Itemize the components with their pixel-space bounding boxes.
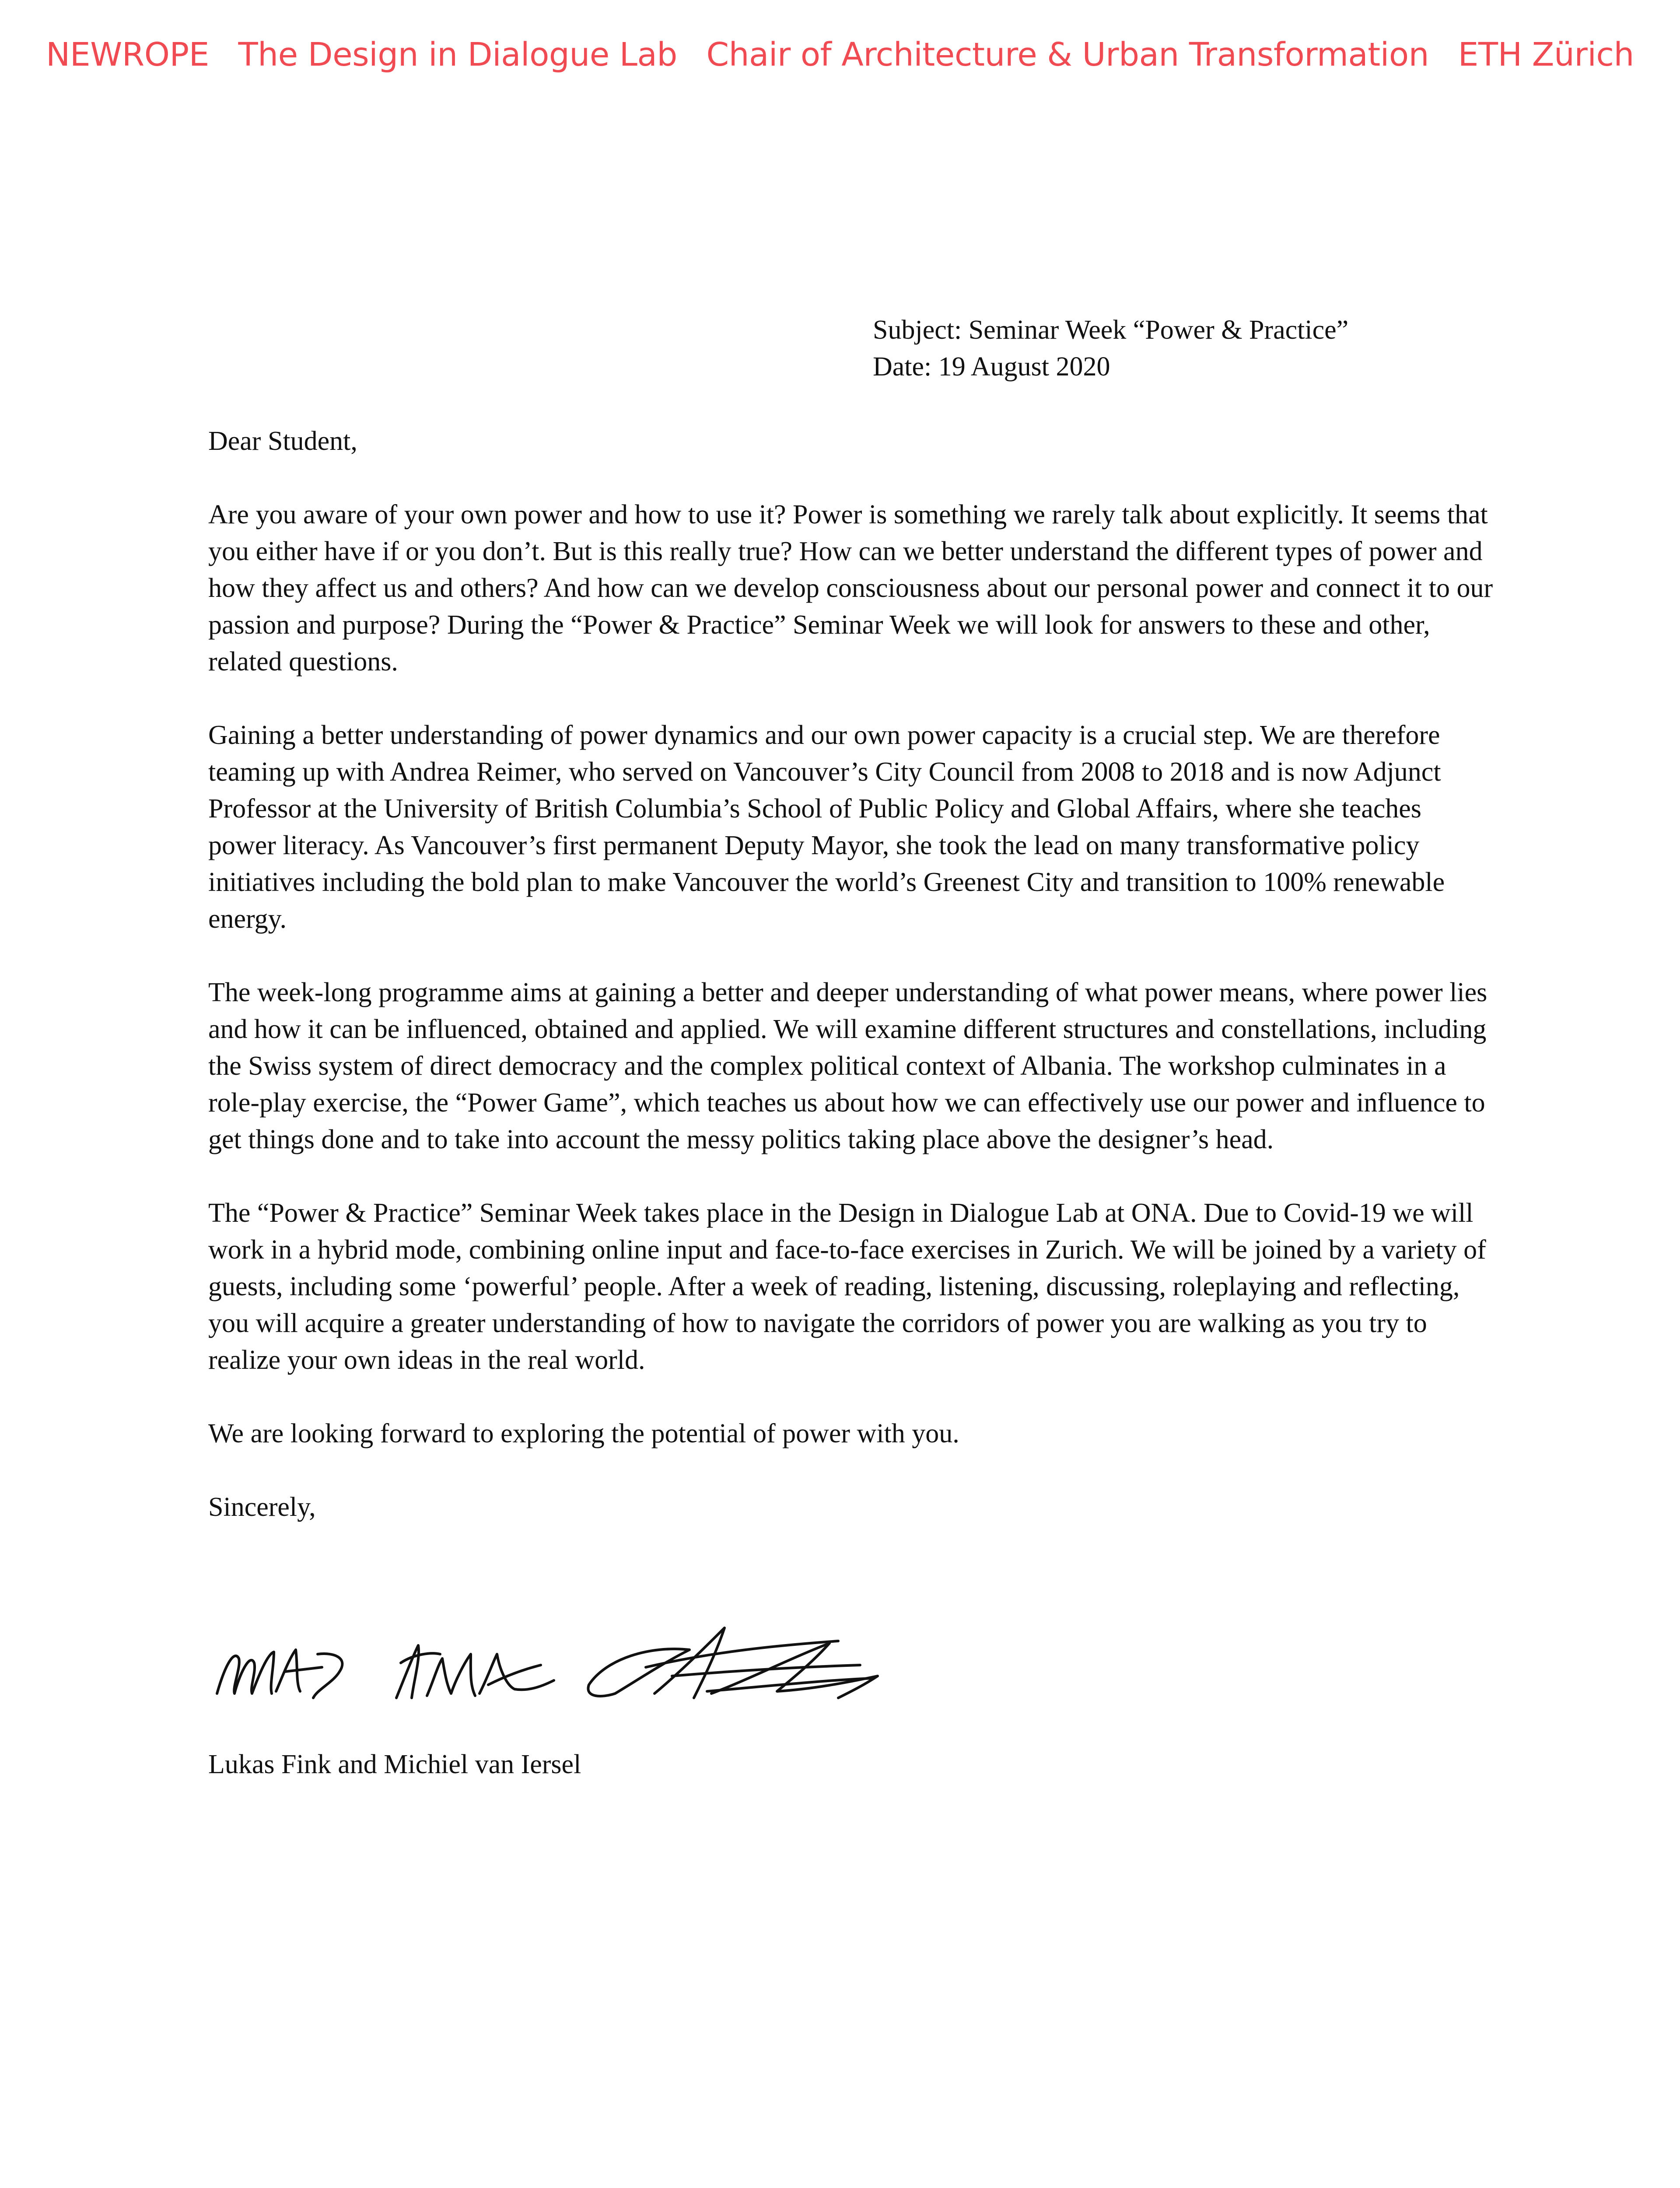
signature-fink-stroke-9 [488, 1665, 541, 1685]
signature-iersel-stroke-1 [588, 1649, 690, 1696]
signature-fink-stroke-3 [285, 1667, 322, 1672]
paragraph-intro: Are you aware of your own power and how to use it? Power is something we rarely talk about explicitly. It seems that you either have if or you don’t. But is this really true? How can we better understand the different types of power and how they affect us and others? And how can we develop consciousness about our personal power and connect it to our passion and purpose? During the “Power & Practice” Seminar Week we will look for answers to these and other, related questions. [208, 500, 1493, 677]
signatures [208, 1610, 952, 1715]
date-line: Date: 19 August 2020 [873, 352, 1110, 382]
signature-fink-stroke-6 [401, 1653, 440, 1663]
paragraph-logistics: The “Power & Practice” Seminar Week takes place in the Design in Dialogue Lab at ONA. Due to Covid-19 we will work in a hybrid mode, combining online input and face-to-face exercises in Zurich. We will be joined by a variety of guests, including some ‘powerful’ people. After a week of reading, listening, discussing, roleplaying and reflecting, you will acquire a greater understanding of how to navigate the corridors of power you are walking as you try to realize your own ideas in the real world. [208, 1198, 1486, 1375]
signature-fink-stroke-4 [313, 1654, 342, 1698]
letterhead [46, 36, 1634, 74]
signature-fink-stroke-1 [217, 1652, 274, 1694]
letterhead-lab: The Design in Dialogue Lab [238, 36, 677, 74]
handwritten-signatures [208, 1610, 952, 1715]
letterhead-chair: Chair of Architecture & Urban Transformation [706, 36, 1429, 74]
closing: Sincerely, [208, 1492, 316, 1522]
letterhead-newrope: NEWROPE [46, 36, 209, 74]
signature-fink-stroke-7 [427, 1654, 475, 1696]
signer-names: Lukas Fink and Michiel van Iersel [208, 1750, 581, 1779]
greeting: Dear Student, [208, 426, 357, 456]
letterhead-eth: ETH Zürich [1458, 36, 1634, 74]
signature-fink-stroke-5 [396, 1645, 419, 1698]
letter-meta [873, 312, 1348, 385]
paragraph-power-dynamics: Gaining a better understanding of power dynamics and our own power capacity is a crucial step. We are therefore teaming up with Andrea Reimer, who served on Vancouver’s City Council from 2008 to 2018 and is now Adjunct Professor at the University of British Columbia’s School of Public Policy and Global Affairs, where she teaches power literacy. As Vancouver’s first permanent Deputy Mayor, she took the lead on many transformative policy initiatives including the bold plan to make Vancouver the world’s Greenest City and transition to 100% renewable energy. [208, 720, 1445, 934]
signature-iersel-stroke-5 [672, 1665, 860, 1676]
subject-line: Subject: Seminar Week “Power & Practice” [873, 315, 1349, 345]
paragraph-programme: The week-long programme aims at gaining a better and deeper understanding of what power means, where power lies and how it can be influenced, obtained and applied. We will examine different structures and constellations, including the Swiss system of direct democracy and the complex political context of Albania. The workshop culminates in a role-play exercise, the “Power Game”, which teaches us about how we can effectively use our power and influence to get things done and to take into account the messy politics taking place above the designer’s head. [208, 978, 1488, 1154]
paragraph-looking-forward: We are looking forward to exploring the potential of power with you. [208, 1419, 959, 1448]
letter-body [208, 423, 1494, 1562]
